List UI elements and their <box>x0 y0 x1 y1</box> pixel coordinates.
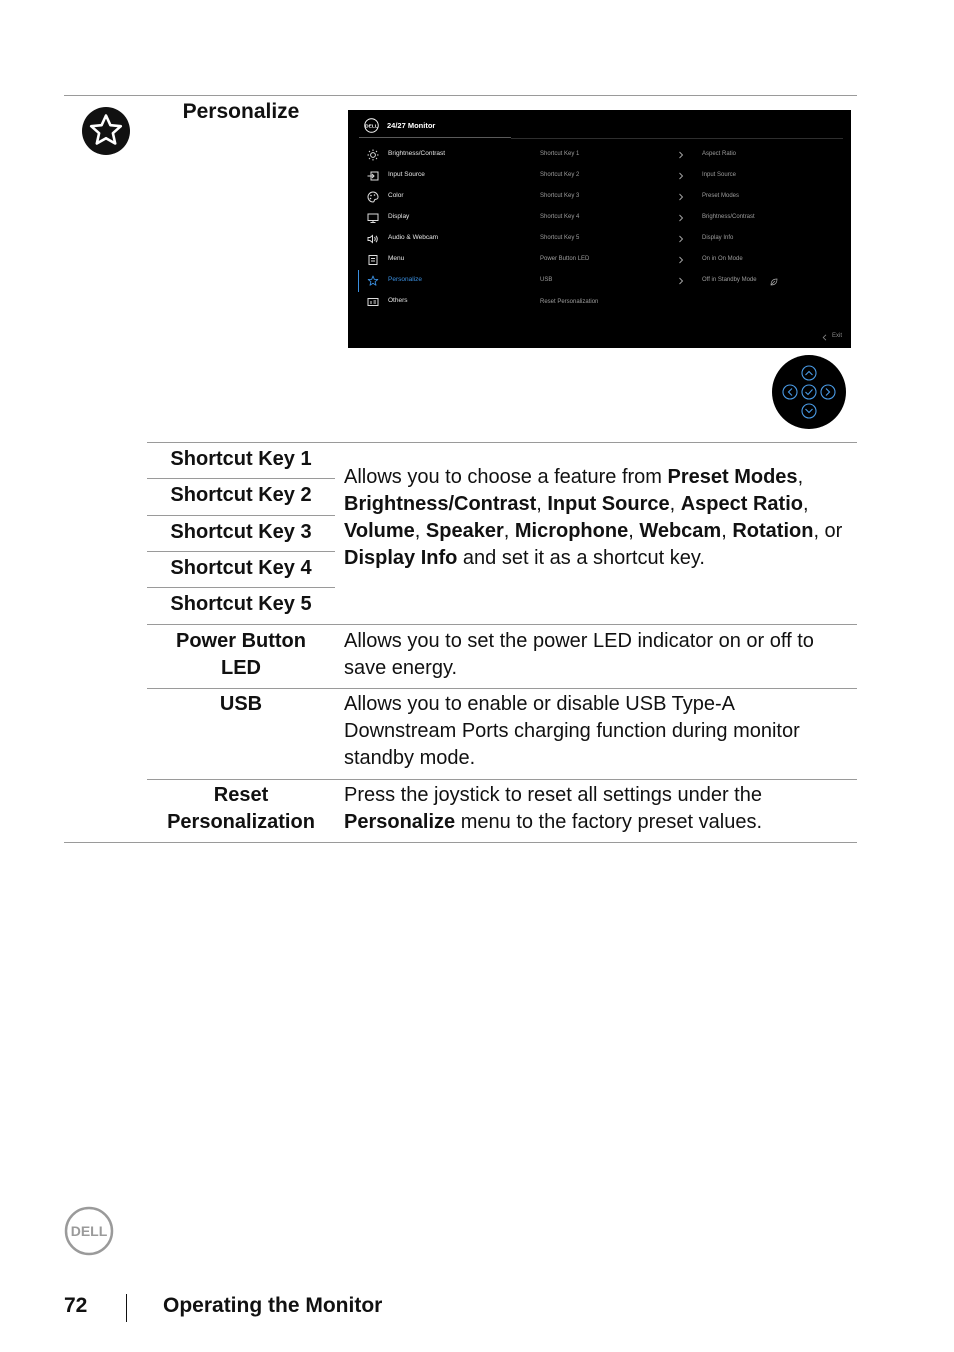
osd-value-shortcut-key-2: Input Source <box>702 172 737 178</box>
chapter-title: Operating the Monitor <box>163 1294 383 1317</box>
table-top-rule <box>147 442 857 443</box>
osd-title: 24/27 Monitor <box>387 121 436 130</box>
key-shortcut-key-1: Shortcut Key 1 <box>170 448 312 470</box>
desc-shortcut-keys: Allows you to choose a feature from Preset Modes, Brightness/Contrast, Input Source, Aspect Ratio, Volume, Speaker, Microphone, Webcam, Rotation, or Display Info and set it as a shortcut key. <box>344 466 843 569</box>
brightness-icon <box>367 149 379 161</box>
row-rule <box>147 779 857 780</box>
key-shortcut-key-5: Shortcut Key 5 <box>170 593 312 615</box>
chevron-right-icon <box>678 256 684 264</box>
osd-menu-color[interactable] <box>358 188 518 206</box>
osd-menu-brightness[interactable] <box>358 146 518 164</box>
osd-sub-shortcut-key-1[interactable]: Shortcut Key 1 <box>540 151 580 157</box>
osd-exit-label[interactable]: Exit <box>832 333 843 339</box>
osd-sub-reset-personalization[interactable]: Reset Personalization <box>540 299 599 305</box>
svg-text:DELL: DELL <box>70 1223 108 1239</box>
osd-value-usb: Off in Standby Mode <box>702 277 757 283</box>
display-icon <box>367 212 379 224</box>
osd-menu-input-source[interactable] <box>358 167 518 185</box>
key-power-button-led: Power Button LED <box>176 630 306 679</box>
osd-value-shortcut-key-5: Display Info <box>702 235 734 241</box>
osd-menu-label: Input Source <box>388 171 425 178</box>
osd-value-shortcut-key-1: Aspect Ratio <box>702 151 737 157</box>
row-rule <box>147 624 857 625</box>
osd-menu-others[interactable] <box>358 293 518 311</box>
svg-text:DELL: DELL <box>365 124 378 130</box>
chevron-right-icon <box>678 193 684 201</box>
dell-logo-icon <box>364 118 379 133</box>
speaker-icon <box>367 233 379 245</box>
chevron-right-icon <box>678 235 684 243</box>
key-shortcut-key-2: Shortcut Key 2 <box>170 484 312 506</box>
desc-usb: Allows you to enable or disable USB Type-A Downstream Ports charging function during monitor standby mode. <box>344 693 800 769</box>
osd-sub-shortcut-key-3[interactable]: Shortcut Key 3 <box>540 193 580 199</box>
osd-menu-label: Others <box>388 297 408 304</box>
row-rule <box>147 551 335 552</box>
star-icon <box>82 107 130 155</box>
desc-reset-personalization: Press the joystick to reset all settings under the Personalize menu to the factory preset values. <box>344 784 762 833</box>
chevron-left-icon <box>822 334 827 341</box>
osd-sub-shortcut-key-5[interactable]: Shortcut Key 5 <box>540 235 580 241</box>
key-reset-personalization: Reset Personalization <box>167 784 315 833</box>
star-icon <box>367 275 379 287</box>
osd-menu-label: Menu <box>388 255 405 262</box>
color-palette-icon <box>367 191 379 203</box>
section-title: Personalize <box>182 100 300 123</box>
page-number: 72 <box>64 1294 88 1317</box>
row-rule <box>147 478 335 479</box>
desc-power-button-led: Allows you to set the power LED indicator on or off to save energy. <box>344 630 814 679</box>
osd-menu-label: Audio & Webcam <box>388 234 439 241</box>
osd-menu-label: Display <box>388 213 410 220</box>
chevron-right-icon <box>678 214 684 222</box>
key-usb: USB <box>219 693 263 715</box>
others-icon <box>367 296 379 308</box>
footer-divider <box>126 1294 127 1322</box>
osd-menu-label: Brightness/Contrast <box>388 150 446 157</box>
osd-menu-personalize[interactable] <box>358 272 518 290</box>
joystick-icon <box>772 355 846 429</box>
row-rule <box>147 587 335 588</box>
chevron-right-icon <box>678 277 684 285</box>
osd-menu-audio-webcam[interactable] <box>358 230 518 248</box>
row-rule <box>147 688 857 689</box>
osd-value-shortcut-key-3: Preset Modes <box>702 193 740 199</box>
menu-icon <box>367 254 379 266</box>
osd-menu-display[interactable] <box>358 209 518 227</box>
osd-menu-label: Color <box>388 192 404 199</box>
osd-menu-menu[interactable] <box>358 251 518 269</box>
osd-screenshot <box>348 110 851 348</box>
row-rule <box>147 515 335 516</box>
chevron-right-icon <box>678 172 684 180</box>
chevron-right-icon <box>678 151 684 159</box>
osd-value-power-button-led: On in On Mode <box>702 256 743 262</box>
top-rule <box>64 95 857 96</box>
dell-logo-icon <box>64 1206 114 1256</box>
osd-sub-shortcut-key-2[interactable]: Shortcut Key 2 <box>540 172 580 178</box>
osd-value-shortcut-key-4: Brightness/Contrast <box>702 214 755 220</box>
osd-title-divider <box>359 137 511 138</box>
osd-title-divider-right <box>511 138 843 139</box>
osd-sub-shortcut-key-4[interactable]: Shortcut Key 4 <box>540 214 580 220</box>
key-shortcut-key-4: Shortcut Key 4 <box>170 557 312 579</box>
key-shortcut-key-3: Shortcut Key 3 <box>170 521 312 543</box>
input-source-icon <box>367 170 379 182</box>
osd-menu-label: Personalize <box>388 276 422 283</box>
osd-sub-power-button-led[interactable]: Power Button LED <box>540 256 590 262</box>
leaf-icon <box>770 278 778 286</box>
osd-sub-usb[interactable]: USB <box>540 277 553 283</box>
table-bottom-rule <box>64 842 857 843</box>
